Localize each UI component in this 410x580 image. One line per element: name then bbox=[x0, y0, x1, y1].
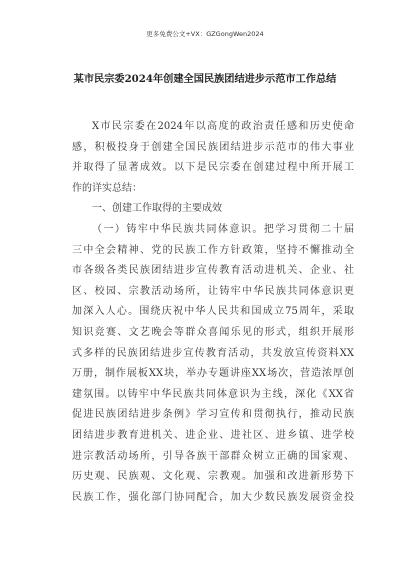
body-line: 知识竞赛、文艺晚会等群众喜闻乐见的形式，组织开展形 bbox=[72, 326, 354, 338]
body-line: 进宗教活动场所，引导各族干部群众树立正确的国家观、 bbox=[72, 450, 354, 462]
document-title: 某市民宗委2024年创建全国民族团结进步示范市工作总结 bbox=[73, 73, 337, 85]
body-line: 团结进步教育进机关、进企业、进社区、进乡镇、进学校 bbox=[72, 429, 354, 441]
body-line: 建氛围。以铸牢中华民族共同体意识为主线，深化《XX省 bbox=[72, 388, 354, 400]
body-line: 式多样的民族团结进步宣传教育活动，共发放宣传资料XX bbox=[72, 347, 354, 359]
document-body bbox=[72, 117, 354, 508]
body-line: 区、校园、宗教活动场所，让铸牢中华民族共同体意识更 bbox=[72, 285, 354, 297]
body-line: 并取得了显著成效。以下是民宗委在创建过程中所开展工 bbox=[72, 162, 354, 174]
body-line: 历史观、民族观、文化观、宗教观。加强和改进新形势下 bbox=[72, 471, 354, 483]
body-line: 市各级各类民族团结进步宣传教育活动进机关、企业、社 bbox=[72, 265, 354, 277]
body-line: 一、创建工作取得的主要成效 bbox=[92, 203, 222, 215]
header-note: 更多免费公文+VX：GZGongWen2024 bbox=[146, 30, 264, 38]
body-line: （一）铸牢中华民族共同体意识。把学习贯彻二十届 bbox=[92, 223, 354, 235]
body-line: 加深入人心。围绕庆祝中华人民共和国成立75周年，采取 bbox=[72, 306, 354, 318]
body-line: 民族工作，强化部门协同配合，加大少数民族发展资金投 bbox=[72, 491, 354, 503]
body-line: 促进民族团结进步条例》学习宣传和贯彻执行，推动民族 bbox=[72, 409, 354, 421]
body-line: 作的详实总结： bbox=[72, 182, 142, 194]
body-line: 万册，制作展板XX块，举办专题讲座XX场次，营造浓厚创 bbox=[72, 368, 354, 380]
body-line: 三中全会精神、党的民族工作方针政策，坚持不懈推动全 bbox=[72, 244, 354, 256]
body-line: X市民宗委在2024年以高度的政治责任感和历史使命 bbox=[92, 121, 354, 132]
body-line: 感，积极投身于创建全国民族团结进步示范市的伟大事业 bbox=[72, 141, 354, 153]
